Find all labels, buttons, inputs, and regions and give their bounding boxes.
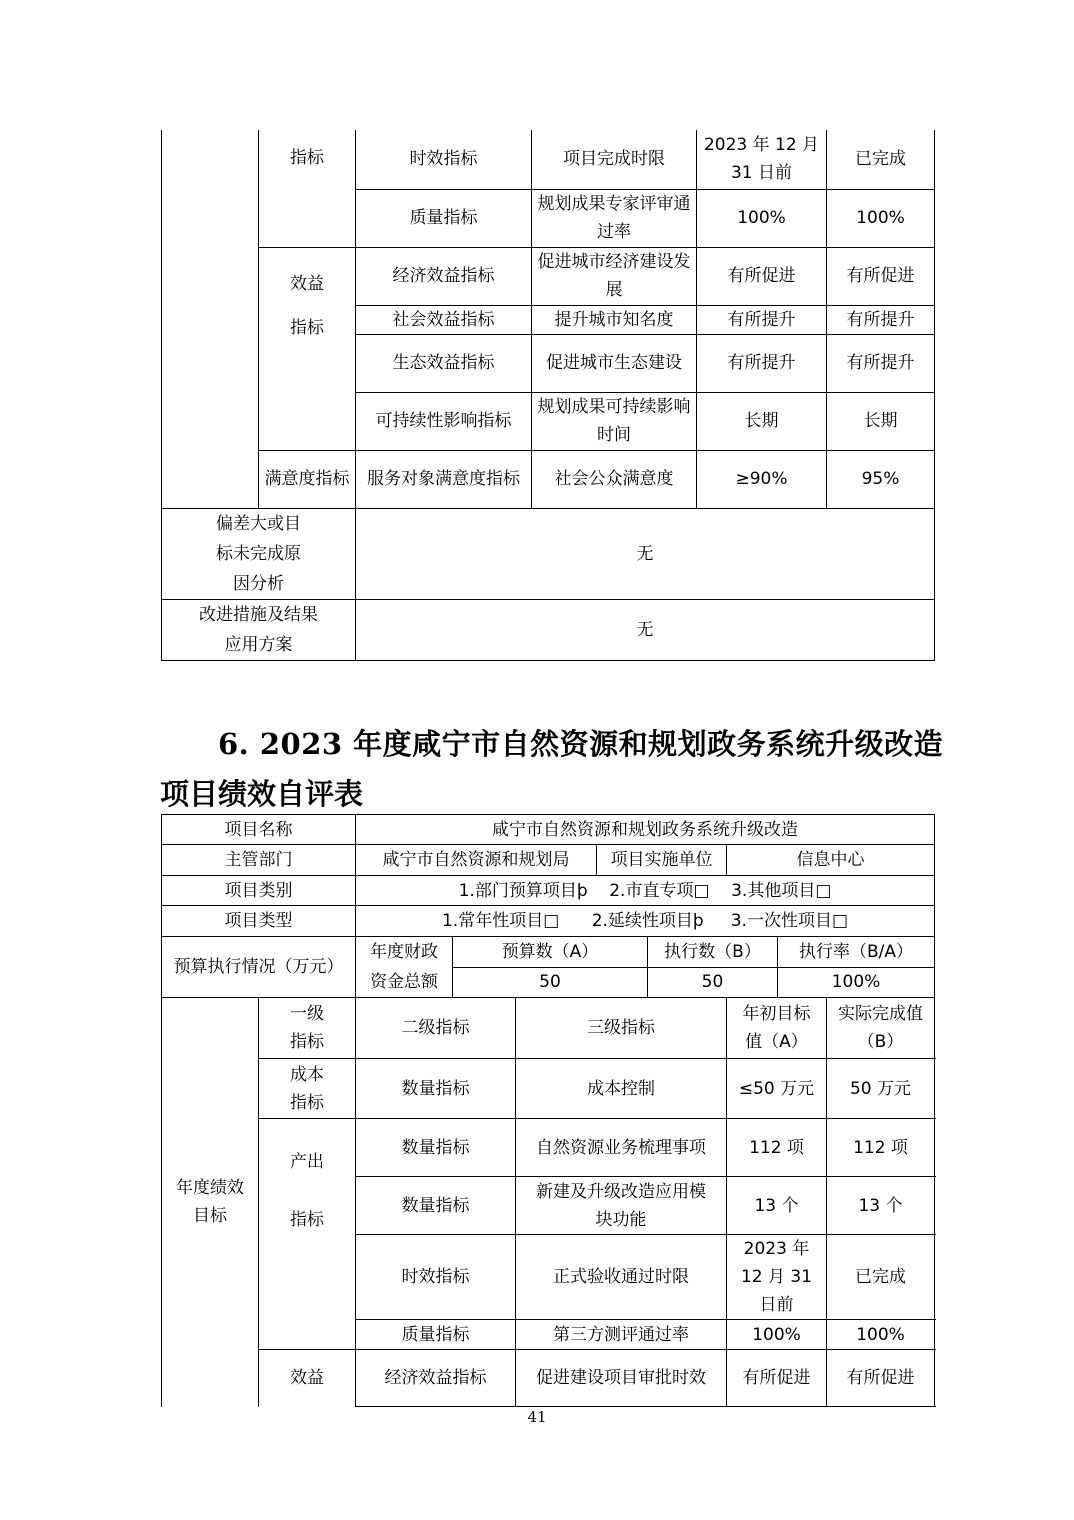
out1-level2: 数量指标 (356, 1119, 516, 1177)
level3-cell: 促进城市生态建设 (532, 334, 697, 392)
level2-cell: 时效指标 (356, 130, 532, 189)
actual-cell: 长期 (827, 392, 935, 450)
level3-cell: 提升城市知名度 (532, 305, 697, 334)
target-cell: 2023 年 12 月 31 日前 (697, 130, 827, 189)
table-continuation (161, 130, 935, 661)
table-row (162, 1059, 935, 1119)
benefit-level3: 促进建设项目审批时效 (516, 1350, 727, 1407)
table-row (162, 450, 935, 508)
table-row (162, 998, 935, 1059)
exec-b-value: 50 (648, 967, 778, 998)
target-cell: 100% (697, 189, 827, 247)
impl-value: 信息中心 (727, 845, 935, 876)
out1-level3: 自然资源业务梳理事项 (516, 1119, 727, 1177)
level1-label-a: 效益 (290, 273, 324, 294)
target-cell: 长期 (697, 392, 827, 450)
impl-label: 项目实施单位 (597, 845, 727, 876)
table-row (162, 937, 935, 968)
level3-cell: 规划成果专家评审通过率 (532, 189, 697, 247)
table-row (162, 876, 935, 906)
budget-label: 预算执行情况（万元） (162, 937, 356, 998)
performance-table (161, 814, 935, 1407)
level3-cell: 规划成果可持续影响时间 (532, 392, 697, 450)
level1-cell: 满意度指标 (259, 450, 356, 508)
project-name-value: 咸宁市自然资源和规划政务系统升级改造 (356, 815, 935, 845)
cost-level1: 成本指标 (259, 1059, 356, 1119)
level1-cell (259, 247, 356, 450)
deviation-label: 偏差大或目标未完成原因分析 (162, 508, 356, 599)
level2-cell: 可持续性影响指标 (356, 392, 532, 450)
level1-label-b: 指标 (290, 317, 324, 338)
level3-cell: 项目完成时限 (532, 130, 697, 189)
level3-cell: 促进城市经济建设发展 (532, 247, 697, 305)
actual-cell: 有所促进 (827, 247, 935, 305)
table-row (162, 508, 935, 599)
type-value: 1.常年性项目□ 2.延续性项目þ 3.一次性项目□ (356, 906, 935, 937)
page-number: 41 (527, 1408, 547, 1426)
benefit-target: 有所促进 (727, 1350, 827, 1407)
table-row (162, 815, 935, 845)
rate-value: 100% (778, 967, 935, 998)
dept-label: 主管部门 (162, 845, 356, 876)
annual-goal-label: 年度绩效目标 (162, 998, 259, 1407)
target-cell: 有所提升 (697, 305, 827, 334)
level2-cell: 生态效益指标 (356, 334, 532, 392)
out3-level3: 正式验收通过时限 (516, 1235, 727, 1320)
fiscal-label: 年度财政资金总额 (356, 937, 453, 998)
exec-b-label: 执行数（B） (648, 937, 778, 968)
out1-actual: 112 项 (827, 1119, 935, 1177)
out4-actual: 100% (827, 1320, 935, 1350)
out4-target: 100% (727, 1320, 827, 1350)
improvement-value: 无 (356, 599, 935, 660)
table-row (162, 845, 935, 876)
section-title-line2: 项目绩效自评表 (160, 777, 364, 811)
level1-cell: 指标 (259, 130, 356, 247)
actual-cell: 有所提升 (827, 305, 935, 334)
target-cell: ≥90% (697, 450, 827, 508)
actual-cell: 已完成 (827, 130, 935, 189)
table-row (162, 599, 935, 660)
project-name-label: 项目名称 (162, 815, 356, 845)
header-level2: 二级指标 (356, 998, 516, 1059)
output-level1 (259, 1119, 356, 1350)
level3-cell: 社会公众满意度 (532, 450, 697, 508)
actual-cell: 95% (827, 450, 935, 508)
benefit-level1: 效益 (259, 1350, 356, 1407)
out3-target: 2023 年 12 月 31 日前 (727, 1235, 827, 1320)
target-cell: 有所促进 (697, 247, 827, 305)
level2-cell: 社会效益指标 (356, 305, 532, 334)
out3-level2: 时效指标 (356, 1235, 516, 1320)
dept-value: 咸宁市自然资源和规划局 (356, 845, 597, 876)
output-label-b: 指标 (290, 1210, 324, 1230)
benefit-actual: 有所促进 (827, 1350, 935, 1407)
out2-actual: 13 个 (827, 1177, 935, 1235)
type-label: 项目类型 (162, 906, 356, 937)
cost-level3: 成本控制 (516, 1059, 727, 1119)
cost-level2: 数量指标 (356, 1059, 516, 1119)
header-level3: 三级指标 (516, 998, 727, 1059)
out2-level3: 新建及升级改造应用模块功能 (516, 1177, 727, 1235)
table-row (162, 1119, 935, 1177)
table-row (162, 1350, 935, 1407)
rate-label: 执行率（B/A） (778, 937, 935, 968)
table-row (162, 130, 935, 189)
benefit-level2: 经济效益指标 (356, 1350, 516, 1407)
actual-cell: 有所提升 (827, 334, 935, 392)
output-label-a: 产出 (290, 1152, 324, 1172)
table-row (162, 247, 935, 305)
out2-target: 13 个 (727, 1177, 827, 1235)
out4-level3: 第三方测评通过率 (516, 1320, 727, 1350)
out3-actual: 已完成 (827, 1235, 935, 1320)
header-target: 年初目标值（A） (727, 998, 827, 1059)
header-actual: 实际完成值（B） (827, 998, 935, 1059)
cost-target: ≤50 万元 (727, 1059, 827, 1119)
out2-level2: 数量指标 (356, 1177, 516, 1235)
budget-a-value: 50 (453, 967, 648, 998)
category-label: 项目类别 (162, 876, 356, 906)
level2-cell: 经济效益指标 (356, 247, 532, 305)
level2-cell: 质量指标 (356, 189, 532, 247)
improvement-label: 改进措施及结果应用方案 (162, 599, 356, 660)
out4-level2: 质量指标 (356, 1320, 516, 1350)
deviation-value: 无 (356, 508, 935, 599)
header-level1: 一级指标 (259, 998, 356, 1059)
cost-actual: 50 万元 (827, 1059, 935, 1119)
blank-cell (162, 130, 259, 508)
budget-a-label: 预算数（A） (453, 937, 648, 968)
section-title-line1: 6. 2023 年度咸宁市自然资源和规划政务系统升级改造 (218, 727, 944, 761)
table-row (162, 906, 935, 937)
actual-cell: 100% (827, 189, 935, 247)
level2-cell: 服务对象满意度指标 (356, 450, 532, 508)
out1-target: 112 项 (727, 1119, 827, 1177)
category-value: 1.部门预算项目þ 2.市直专项□ 3.其他项目□ (356, 876, 935, 906)
target-cell: 有所提升 (697, 334, 827, 392)
